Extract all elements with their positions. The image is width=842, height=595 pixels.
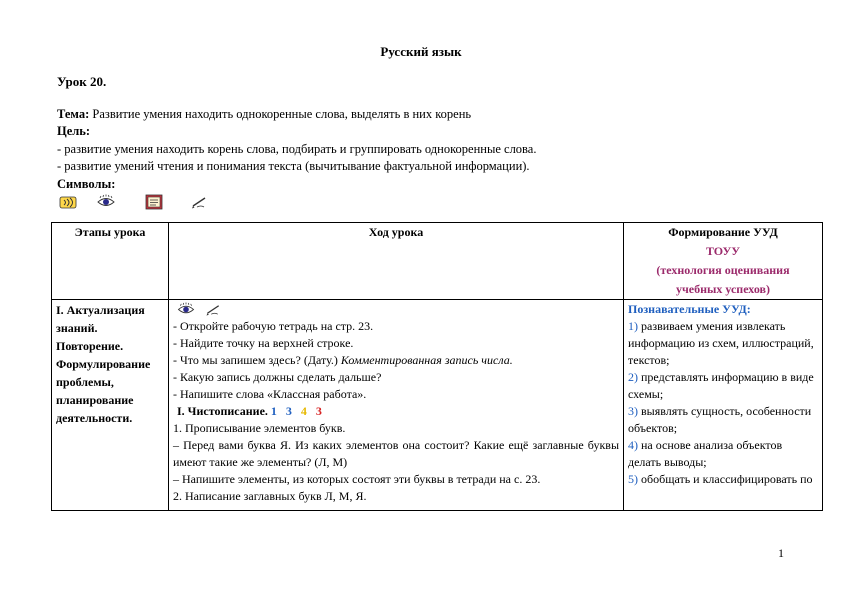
uud-item bbox=[628, 369, 818, 403]
calligraphy-label: I. Чистописание. bbox=[177, 404, 268, 418]
uud-text: обобщать и классифицировать по bbox=[641, 472, 813, 486]
lesson-table bbox=[51, 222, 823, 511]
stage-line: Формулирование bbox=[56, 357, 151, 371]
eye-icon bbox=[177, 302, 195, 317]
uud-num: 4) bbox=[628, 438, 638, 452]
course-line: – Напишите элементы, из которых состоят эти буквы в тетради на с. 23. bbox=[173, 472, 541, 486]
header-stages: Этапы урока bbox=[52, 223, 169, 300]
course-italic: Комментированная запись числа. bbox=[340, 353, 513, 367]
uud-num: 2) bbox=[628, 370, 638, 384]
header-touu: ТОУУ bbox=[705, 244, 741, 258]
topic-label: Тема: bbox=[57, 107, 90, 121]
course-line: - Напишите слова «Классная работа». bbox=[173, 387, 367, 401]
uud-item bbox=[628, 437, 818, 471]
calligraphy-num: 4 bbox=[300, 404, 307, 418]
course-line: - Найдите точку на верхней строке. bbox=[173, 336, 354, 350]
uud-text: выявлять сущность, особенности объектов; bbox=[628, 404, 812, 435]
course-line bbox=[173, 352, 619, 369]
header-course: Ход урока bbox=[169, 223, 624, 300]
course-line: 1. Прописывание элементов букв. bbox=[173, 421, 346, 435]
table-row bbox=[52, 300, 823, 511]
header-touu-desc: учебных успехов) bbox=[675, 282, 771, 296]
header-uud bbox=[624, 223, 823, 300]
course-text: - Что мы запишем здесь? (Дату.) bbox=[173, 353, 338, 367]
calligraphy-num: 3 bbox=[285, 404, 292, 418]
table-header-row bbox=[52, 223, 823, 300]
topic bbox=[57, 106, 471, 123]
calligraphy-heading bbox=[173, 403, 619, 420]
course-line: 2. Написание заглавных букв Л, М, Я. bbox=[173, 489, 367, 503]
lesson-number: Урок 20. bbox=[57, 74, 107, 89]
calligraphy-num: 1 bbox=[270, 404, 277, 418]
topic-text: Развитие умения находить однокоренные слова, выделять в них корень bbox=[92, 107, 472, 121]
uud-cell bbox=[624, 300, 823, 511]
pencil-icon bbox=[191, 194, 209, 210]
uud-num: 5) bbox=[628, 472, 638, 486]
uud-title: Познавательные УУД: bbox=[628, 302, 751, 316]
uud-num: 1) bbox=[628, 319, 638, 333]
book-icon bbox=[145, 194, 163, 210]
uud-item bbox=[628, 403, 818, 437]
eye-icon bbox=[97, 194, 115, 210]
speaking-icon bbox=[59, 194, 77, 210]
course-line: - Какую запись должны сделать дальше? bbox=[173, 370, 382, 384]
stage-line: знаний. bbox=[56, 321, 98, 335]
stage-line: I. Актуализация bbox=[56, 303, 145, 317]
stage-cell bbox=[52, 300, 169, 511]
page-number: 1 bbox=[778, 546, 784, 560]
symbols-label: Символы: bbox=[57, 177, 116, 191]
stage-line: Повторение. bbox=[56, 339, 124, 353]
stage-line: планирование bbox=[56, 393, 134, 407]
uud-item bbox=[628, 318, 818, 369]
header-touu-desc: (технология оценивания bbox=[656, 263, 790, 277]
stage-line: проблемы, bbox=[56, 375, 114, 389]
course-cell bbox=[169, 300, 624, 511]
uud-num: 3) bbox=[628, 404, 638, 418]
uud-text: развиваем умения извлекать информацию из схем, иллюстраций, текстов; bbox=[628, 319, 814, 367]
calligraphy-num: 3 bbox=[315, 404, 322, 418]
course-icons bbox=[173, 301, 619, 318]
goal-item: - развитие умений чтения и понимания текста (вычитывание фактуальной информации). bbox=[57, 159, 530, 173]
header-uud-title: Формирование УУД bbox=[668, 225, 778, 239]
uud-item bbox=[628, 471, 818, 488]
page-title: Русский язык bbox=[380, 44, 462, 59]
pencil-icon bbox=[205, 302, 223, 317]
uud-text: на основе анализа объектов делать выводы; bbox=[628, 438, 783, 469]
goal-label: Цель: bbox=[57, 124, 91, 138]
uud-text: представлять информацию в виде схемы; bbox=[628, 370, 814, 401]
goal-item: - развитие умения находить корень слова, подбирать и группировать однокоренные слова. bbox=[57, 142, 537, 156]
course-line: – Перед вами буква Я. Из каких элементов она состоит? Какие ещё заглавные буквы имеют такие же элементы? (Л, М) bbox=[173, 438, 619, 469]
course-line: - Откройте рабочую тетрадь на стр. 23. bbox=[173, 319, 374, 333]
stage-line: деятельности. bbox=[56, 411, 133, 425]
